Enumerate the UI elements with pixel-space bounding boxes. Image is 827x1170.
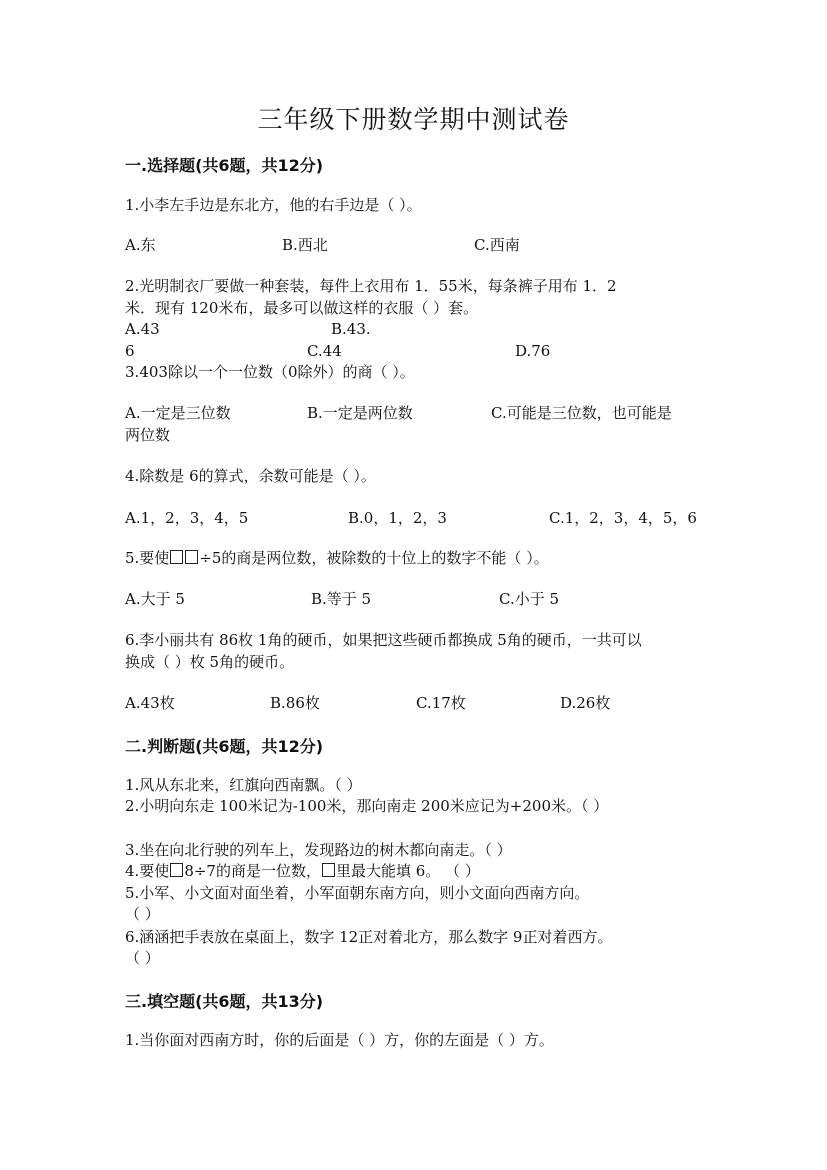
question-stem: 2.光明制衣厂要做一种套装，每件上衣用布 1．55米，每条裤子用布 1．2 <box>125 277 617 295</box>
option-c: C.17枚 <box>416 694 466 712</box>
judgement-item-cont: （ ） <box>125 949 160 967</box>
section-heading-choice: 一.选择题(共6题，共12分) <box>125 156 324 175</box>
judgement-item: 3.坐在向北行驶的列车上，发现路边的树木都向南走。（ ） <box>125 841 512 859</box>
option-b: B.一定是两位数 <box>307 404 413 422</box>
stem-suffix: ÷5的商是两位数，被除数的十位上的数字不能（ ）。 <box>199 549 549 567</box>
stem-middle: 8÷7的商是一位数， <box>184 862 321 880</box>
section-heading-judgement: 二.判断题(共6题，共12分) <box>125 737 324 756</box>
option-a: A.大于 5 <box>125 590 185 608</box>
option-b: B.等于 5 <box>311 590 372 608</box>
judgement-item-cont: （ ） <box>125 905 160 923</box>
question-stem: 3.403除以一个一位数（0除外）的商（ ）。 <box>125 363 415 381</box>
option-a: A.东 <box>125 236 156 254</box>
option-a: A.43枚 <box>125 694 175 712</box>
judgement-item: 6.涵涵把手表放在桌面上，数字 12正对着北方，那么数字 9正对着西方。 <box>125 928 613 946</box>
option-b-cont: 6 <box>125 342 135 360</box>
question-stem: 4.除数是 6的算式，余数可能是（ ）。 <box>125 467 376 485</box>
blank-box-icon <box>170 550 183 564</box>
option-c: C.小于 5 <box>499 590 560 608</box>
fill-item: 1.当你面对西南方时，你的后面是（ ）方，你的左面是（ ）方。 <box>125 1031 554 1049</box>
judgement-item <box>125 861 480 881</box>
option-a: A.1，2，3，4，5 <box>125 509 249 527</box>
option-b: B.西北 <box>282 236 328 254</box>
option-d: D.76 <box>515 342 551 360</box>
blank-box-icon <box>322 863 335 877</box>
page-title: 三年级下册数学期中测试卷 <box>257 105 570 134</box>
option-c-cont: 两位数 <box>125 426 171 444</box>
blank-box-icon <box>170 863 183 877</box>
question-stem-cont: 换成（ ）枚 5角的硬币。 <box>125 653 295 671</box>
option-c: C.1，2，3，4，5，6 <box>549 509 697 527</box>
question-stem: 1.小李左手边是东北方，他的右手边是（ ）。 <box>125 196 422 214</box>
section-heading-fill: 三.填空题(共6题，共13分) <box>125 992 324 1011</box>
option-c: C.西南 <box>474 236 520 254</box>
option-a: A.43 <box>125 320 160 338</box>
option-c: C.44 <box>307 342 342 360</box>
question-stem <box>125 548 549 568</box>
option-b: B.43. <box>331 320 371 338</box>
blank-box-icon <box>185 550 198 564</box>
stem-prefix: 4.要使 <box>125 862 170 880</box>
option-c: C.可能是三位数，也可能是 <box>491 404 672 422</box>
question-stem: 6.李小丽共有 86枚 1角的硬币，如果把这些硬币都换成 5角的硬币，一共可以 <box>125 631 642 649</box>
stem-prefix: 5.要使 <box>125 549 170 567</box>
option-d: D.26枚 <box>560 694 611 712</box>
option-b: B.86枚 <box>270 694 320 712</box>
stem-suffix: 里最大能填 6。 （ ） <box>335 862 480 880</box>
judgement-item: 5.小军、小文面对面坐着，小军面朝东南方向，则小文面向西南方向。 <box>125 884 590 902</box>
judgement-item: 1.风从东北来，红旗向西南飘。（ ） <box>125 776 362 794</box>
option-b: B.0，1，2，3 <box>348 509 447 527</box>
option-a: A.一定是三位数 <box>125 404 231 422</box>
judgement-item: 2.小明向东走 100米记为-100米，那向南走 200米应记为+200米。（ ） <box>125 797 609 815</box>
question-stem-cont: 米．现有 120米布，最多可以做这样的衣服（ ）套。 <box>125 299 479 317</box>
